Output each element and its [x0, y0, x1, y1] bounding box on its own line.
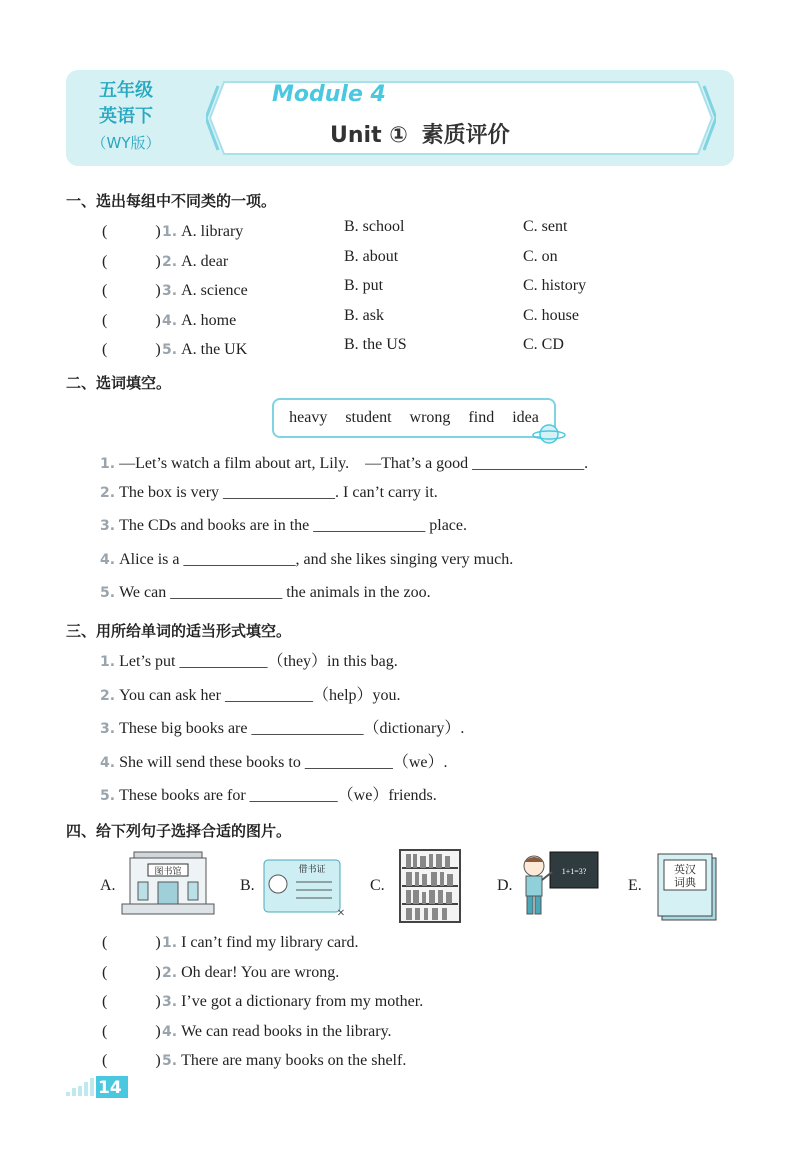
picture-match-question [102, 1047, 406, 1070]
option-c: C. on [523, 247, 558, 265]
question-text: Alice is a ______________, and she likes singing very much. [119, 550, 514, 568]
unit-number: ① [389, 123, 408, 148]
option-c-cell [523, 307, 579, 325]
option-b: B. the US [344, 336, 407, 353]
cross-mark: × [337, 906, 345, 921]
unit-title [330, 118, 510, 149]
question-number: 2. [162, 253, 178, 270]
word-form-question [100, 782, 437, 805]
question-number: 3. [100, 721, 116, 738]
question-number: 1. [100, 654, 116, 670]
word-form-question [100, 715, 464, 738]
option-b-cell [344, 218, 404, 236]
choice-question [102, 248, 228, 271]
question-text: I can’t find my library card. [181, 934, 359, 951]
pic-label-e: E. [628, 877, 642, 894]
option-c-cell [523, 248, 558, 266]
module-title: Module 4 [272, 82, 386, 107]
option-b: B. school [344, 218, 405, 235]
question-number: 5. [100, 788, 116, 805]
board-text: 1+1=3? [561, 867, 587, 876]
question-number: 4. [100, 551, 116, 568]
question-text: The box is very ______________. I can’t carry it. [119, 483, 438, 501]
question-number: 3. [162, 283, 178, 299]
answer-paren[interactable]: ( ) [102, 963, 161, 981]
question-number: 2. [162, 964, 178, 981]
option-c-cell [523, 336, 564, 354]
picture-match-question [102, 959, 339, 982]
question-number: 3. [162, 994, 178, 1010]
question-number: 1. [162, 224, 178, 240]
option-b-cell [344, 336, 407, 354]
question-text: You can ask her ___________（help）you. [119, 686, 401, 704]
question-number: 1. [100, 456, 116, 472]
word-form-question [100, 749, 448, 772]
library-sign: 图书馆 [154, 866, 182, 876]
word-bank: heavy student wrong find idea [272, 398, 556, 438]
question-number: 4. [162, 1023, 178, 1040]
library-card-icon [262, 858, 342, 914]
page-number-badge [66, 1076, 128, 1098]
answer-paren[interactable]: ( ) [102, 223, 161, 240]
question-number: 4. [162, 312, 178, 329]
dict-text-1: 英汉 [674, 864, 696, 876]
question-number: 3. [100, 518, 116, 535]
section1-title: 一、选出每组中不同类的一项。 [66, 192, 277, 210]
page-number: 14 [98, 1078, 122, 1098]
question-text: We can read books in the library. [181, 1022, 392, 1040]
question-text: The CDs and books are in the ______________ place. [119, 517, 467, 535]
choice-question [102, 336, 247, 359]
question-number: 5. [162, 1053, 178, 1069]
answer-paren[interactable]: ( ) [102, 282, 161, 299]
word-form-question [100, 648, 398, 671]
picture-match-question [102, 1018, 392, 1041]
option-c: C. house [523, 306, 579, 324]
answer-paren[interactable]: ( ) [102, 934, 161, 951]
fill-blank-question [100, 450, 588, 473]
option-c: C. CD [523, 336, 564, 353]
dictionary-icon [656, 852, 720, 922]
answer-paren[interactable]: ( ) [102, 252, 161, 270]
answer-paren[interactable]: ( ) [102, 1022, 161, 1040]
option-c: C. sent [523, 218, 568, 235]
question-number: 5. [162, 342, 178, 358]
card-title: 借书证 [298, 864, 326, 874]
option-a: A. science [181, 282, 248, 299]
option-b-cell [344, 277, 383, 295]
question-text: These books are for ___________（we）friends. [119, 787, 437, 805]
fill-blank-question [100, 517, 467, 535]
question-text: There are many books on the shelf. [181, 1052, 407, 1069]
pic-label-b: B. [240, 877, 255, 894]
fill-blank-question [100, 584, 431, 602]
option-c-cell [523, 218, 567, 236]
planet-icon [532, 420, 566, 448]
pic-label-d: D. [497, 877, 513, 894]
picture-match-question [102, 929, 358, 952]
option-a: A. home [181, 311, 237, 329]
edition-label: （WY版） [91, 134, 161, 152]
grade-label: 五年级 [99, 80, 153, 101]
question-text: She will send these books to ___________（we）. [119, 753, 448, 771]
answer-paren[interactable]: ( ) [102, 993, 161, 1010]
dict-text-2: 词典 [674, 877, 696, 889]
option-c: C. history [523, 277, 587, 294]
fill-blank-question [100, 484, 438, 502]
question-number: 5. [100, 585, 116, 602]
choice-question [102, 307, 236, 330]
option-b-cell [344, 307, 384, 325]
question-number: 2. [100, 484, 116, 501]
option-b: B. about [344, 247, 399, 265]
section4-title: 四、给下列句子选择合适的图片。 [66, 822, 292, 840]
student-blackboard-icon [516, 850, 600, 920]
answer-paren[interactable]: ( ) [102, 311, 161, 329]
pic-label-c: C. [370, 877, 385, 894]
question-number: 4. [100, 754, 116, 771]
choice-question [102, 277, 248, 300]
pic-label-a: A. [100, 877, 116, 894]
question-text: Let’s put ___________（they）in this bag. [119, 653, 398, 670]
unit-prefix: Unit [330, 123, 382, 148]
question-text: Oh dear! You are wrong. [181, 963, 340, 981]
option-b: B. put [344, 277, 384, 294]
option-c-cell [523, 277, 586, 295]
question-number: 1. [162, 935, 178, 951]
question-text: These big books are ______________（dictionary）. [119, 720, 465, 738]
library-building-icon [120, 848, 216, 916]
option-a: A. dear [181, 252, 229, 270]
option-a: A. the UK [181, 341, 248, 358]
answer-paren[interactable]: ( ) [102, 1052, 161, 1069]
option-a: A. library [181, 223, 244, 240]
section2-title: 二、选词填空。 [66, 374, 172, 392]
subject-label: 英语下 [99, 106, 153, 127]
choice-question [102, 218, 243, 241]
option-b: B. ask [344, 306, 384, 324]
question-text: We can ______________ the animals in the zoo. [119, 584, 431, 602]
fill-blank-question [100, 551, 513, 569]
answer-paren[interactable]: ( ) [102, 341, 161, 358]
question-text: —Let’s watch a film about art, Lily. —That’s a good ______________. [119, 455, 589, 472]
question-number: 2. [100, 687, 116, 704]
bookshelf-icon [398, 848, 462, 924]
word-form-question [100, 682, 401, 705]
grade-badge [66, 70, 186, 166]
section3-title: 三、用所给单词的适当形式填空。 [66, 622, 292, 640]
question-text: I’ve got a dictionary from my mother. [181, 993, 424, 1010]
unit-suffix: 素质评价 [421, 123, 510, 148]
picture-match-question [102, 988, 423, 1011]
option-b-cell [344, 248, 398, 266]
